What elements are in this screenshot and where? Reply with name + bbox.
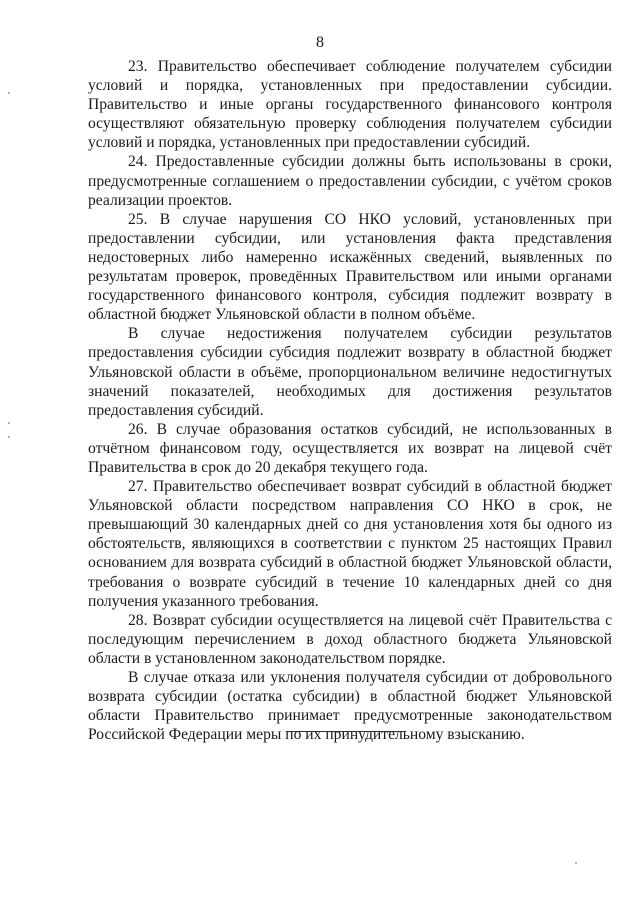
page-number: 8 bbox=[316, 34, 324, 51]
document-body bbox=[88, 57, 612, 744]
scan-speck bbox=[575, 862, 577, 864]
paragraph-26: 26. В случае образования остатков субсидий, не использованных в отчётном финансовом году, осуществляется их возврат на лицевой счёт Правительства в срок до 20 декабря текущего года. bbox=[88, 420, 612, 476]
end-separator-line bbox=[286, 731, 406, 732]
paragraph-25-continuation: В случае недостижения получателем субсидии результатов предоставления субсидии субсидия подлежит возврату в областной бюджет Ульяновской области в объёме, пропорциональном величине недостигнутых значений показателей, необходимых для достижения результатов предоставления субсидий. bbox=[88, 325, 612, 419]
paragraph-24: 24. Предоставленные субсидии должны быть использованы в сроки, предусмотренные соглашением о предоставлении субсидии, с учётом сроков реализации проектов. bbox=[88, 153, 612, 209]
paragraph-28-continuation: В случае отказа или уклонения получателя субсидии от добровольного возврата субсидии (остатка субсидии) в областной бюджет Ульяновской области Правительство принимает предусмотренные законодательством Российской Федерации меры по их принудительному взысканию. bbox=[88, 669, 612, 744]
paragraph-28: 28. Возврат субсидии осуществляется на лицевой счёт Правительства с последующим перечислением в доход областного бюджета Ульяновской области в установленном законодательством порядке. bbox=[88, 611, 612, 667]
paragraph-23: 23. Правительство обеспечивает соблюдение получателем субсидии условий и порядка, установленных при предоставлении субсидии. Правительство и иные органы государственного финансового контроля осуществляют обязательную проверку соблюдения получателем субсидии условий и порядка, установленных при предоставлении субсидий. bbox=[88, 58, 612, 152]
scan-speck bbox=[8, 422, 10, 424]
scan-speck bbox=[8, 92, 10, 94]
paragraph-25: 25. В случае нарушения СО НКО условий, установленных при предоставлении субсидии, или установления факта представления недостоверных либо намеренно искажённых сведений, выявленных по результатам проверок, проведённых Правительством или иными органами государственного финансового контроля, субсидия подлежит возврату в областной бюджет Ульяновской области в полном объёме. bbox=[88, 210, 612, 324]
scan-speck bbox=[8, 436, 10, 438]
paragraph-27: 27. Правительство обеспечивает возврат субсидий в областной бюджет Ульяновской области посредством направления СО НКО в срок, не превышающий 30 календарных дней со дня установления хотя бы одного из обстоятельств, являющихся в соответствии с пунктом 25 настоящих Правил основанием для возврата субсидий в областной бюджет Ульяновской области, требования о возврате субсидий в течение 10 календарных дней со дня получения указанного требования. bbox=[88, 478, 612, 610]
